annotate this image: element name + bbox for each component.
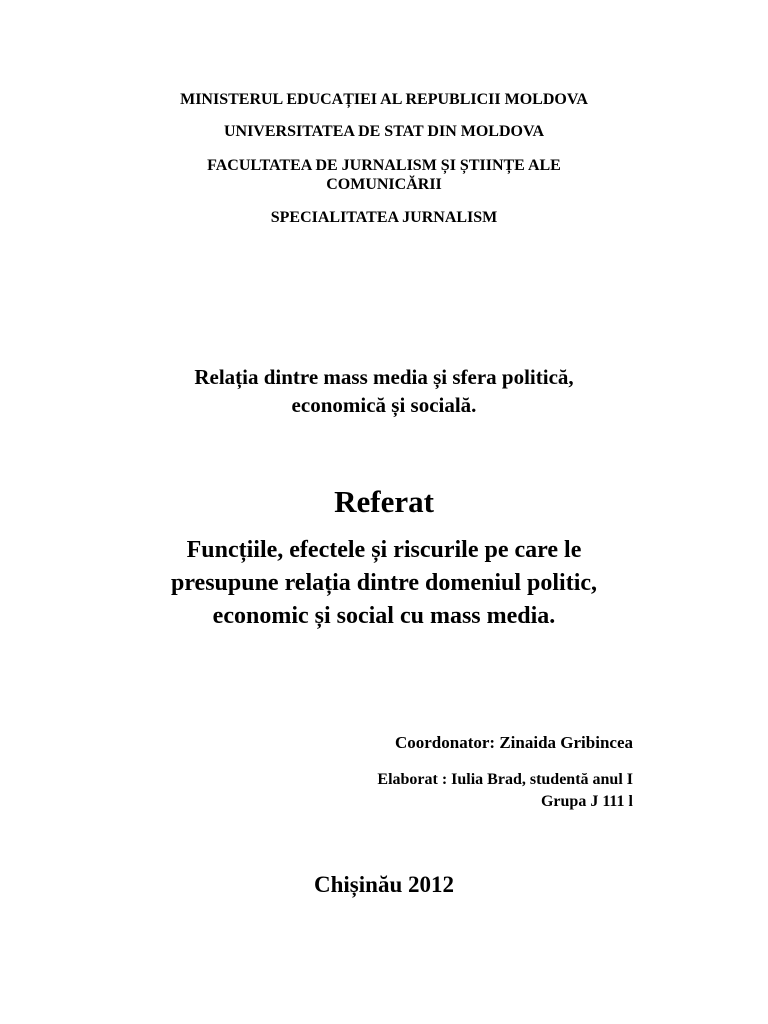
coordinator-credit: Coordonator: Zinaida Gribincea bbox=[394, 733, 633, 752]
paper-subtitle-line1: Funcțiile, efectele și riscurile pe care le bbox=[186, 537, 582, 563]
group-credit: Grupa J 111 l bbox=[540, 793, 633, 810]
paper-subtitle-line2: presupune relația dintre domeniul politic, bbox=[170, 570, 598, 596]
specialty-heading: SPECIALITATEA JURNALISM bbox=[270, 209, 498, 226]
faculty-heading-line1: FACULTATEA DE JURNALISM ȘI ȘTIINȚE ALE bbox=[207, 157, 561, 174]
paper-subtitle-line3: economic și social cu mass media. bbox=[212, 603, 556, 629]
paper-title-line2: economică și socială. bbox=[291, 393, 477, 417]
ministry-heading: MINISTERUL EDUCAȚIEI AL REPUBLICII MOLDOVA bbox=[180, 91, 588, 108]
university-heading: UNIVERSITATEA DE STAT DIN MOLDOVA bbox=[223, 123, 545, 140]
paper-title-line1: Relația dintre mass media și sfera politică, bbox=[194, 365, 574, 389]
faculty-heading-line2: COMUNICĂRII bbox=[326, 176, 442, 193]
document-type: Referat bbox=[334, 484, 434, 519]
city-year: Chișinău 2012 bbox=[314, 872, 454, 897]
author-credit: Elaborat : Iulia Brad, studentă anul I bbox=[377, 771, 633, 788]
